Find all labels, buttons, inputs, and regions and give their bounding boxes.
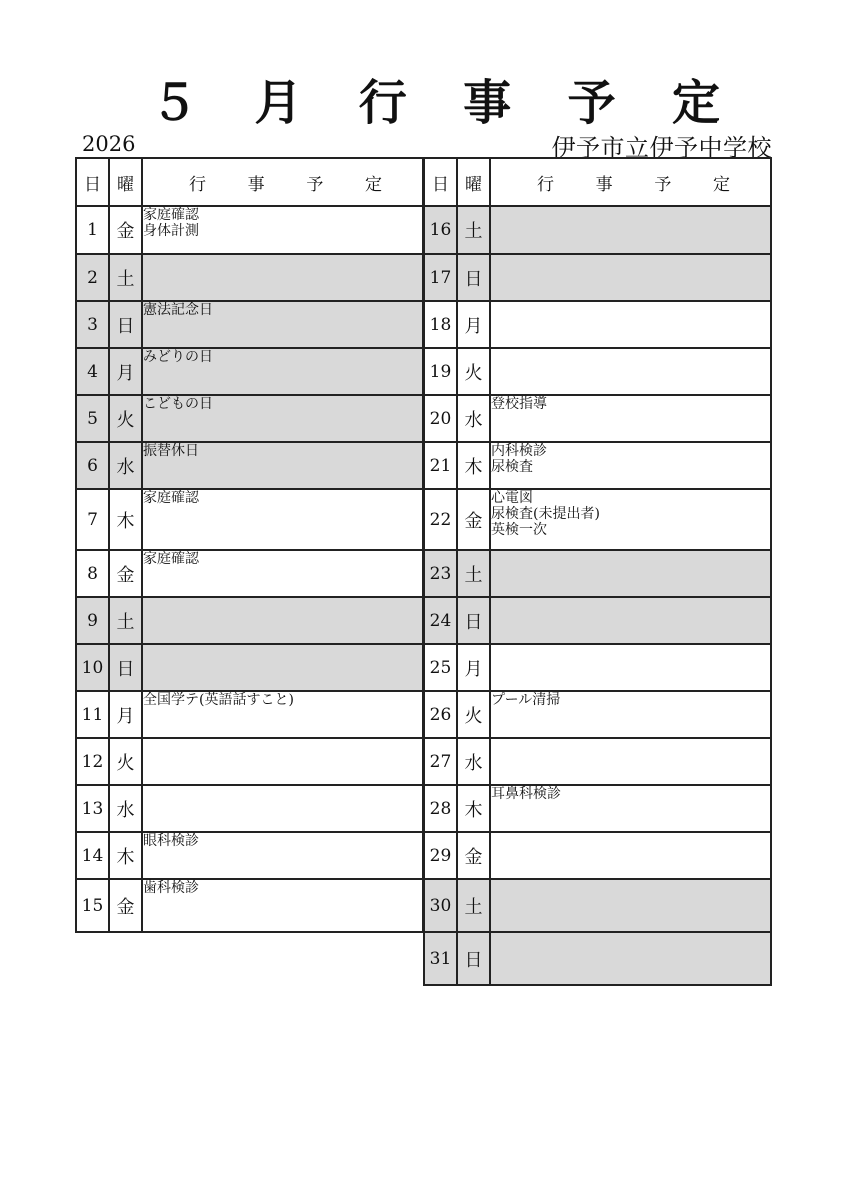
event-line: 眼科検診	[143, 833, 199, 849]
weekday-cell: 水	[109, 442, 142, 489]
weekday-cell: 土	[457, 206, 490, 254]
table-row	[424, 348, 771, 395]
event-line: 耳鼻科検診	[491, 786, 561, 802]
events-cell	[142, 785, 423, 832]
table-row	[424, 442, 771, 489]
events-cell	[142, 550, 423, 597]
table-row	[424, 489, 771, 550]
header-events	[142, 158, 423, 206]
events-cell	[142, 395, 423, 442]
header-events-char: 事	[595, 174, 613, 195]
day-number: 9	[76, 597, 109, 644]
title-char: 定	[671, 75, 720, 131]
weekday-cell: 金	[457, 832, 490, 879]
weekday-cell: 月	[109, 348, 142, 395]
weekday-cell: 土	[457, 550, 490, 597]
event-line: 登校指導	[491, 396, 547, 412]
event-line: みどりの日	[143, 349, 213, 365]
header-events-char: 行	[189, 174, 206, 195]
header-events-char: 予	[654, 174, 672, 195]
table-row	[76, 879, 423, 932]
weekday-cell: 土	[457, 879, 490, 932]
header-weekday: 曜	[457, 158, 490, 206]
table-row	[424, 691, 771, 738]
event-line: 全国学テ(英語話すこと)	[143, 692, 294, 708]
event-line: 身体計測	[143, 223, 199, 239]
day-number: 24	[424, 597, 457, 644]
day-number: 22	[424, 489, 457, 550]
header-weekday: 曜	[109, 158, 142, 206]
events-cell	[490, 644, 771, 691]
weekday-cell: 月	[109, 691, 142, 738]
table-header-row	[76, 158, 423, 206]
weekday-cell: 火	[457, 691, 490, 738]
events-cell	[490, 550, 771, 597]
header-events-char: 定	[712, 174, 730, 195]
day-number: 11	[76, 691, 109, 738]
day-number: 27	[424, 738, 457, 785]
day-number: 10	[76, 644, 109, 691]
events-cell	[490, 597, 771, 644]
weekday-cell: 月	[457, 301, 490, 348]
table-header-row	[424, 158, 771, 206]
events-cell	[142, 738, 423, 785]
table-row	[76, 550, 423, 597]
table-row	[76, 206, 423, 254]
year-label: 2026	[82, 132, 136, 156]
title-char: 月	[254, 75, 303, 131]
title-char: 行	[358, 75, 407, 131]
weekday-cell: 火	[457, 348, 490, 395]
weekday-cell: 日	[457, 597, 490, 644]
day-number: 15	[76, 879, 109, 932]
header-day: 日	[424, 158, 457, 206]
events-cell	[142, 644, 423, 691]
title-char: 予	[567, 75, 616, 131]
events-cell	[490, 254, 771, 301]
table-row	[424, 932, 771, 985]
table-row	[424, 550, 771, 597]
weekday-cell: 水	[109, 785, 142, 832]
event-line: 歯科検診	[143, 880, 199, 896]
event-line: 英検一次	[491, 522, 547, 538]
table-row	[424, 254, 771, 301]
weekday-cell: 金	[457, 489, 490, 550]
day-number: 26	[424, 691, 457, 738]
table-row	[424, 832, 771, 879]
table-row	[76, 738, 423, 785]
events-cell	[490, 879, 771, 932]
weekday-cell: 日	[457, 932, 490, 985]
events-cell	[490, 395, 771, 442]
events-cell	[490, 785, 771, 832]
header-events-char: 行	[537, 174, 554, 195]
event-line: 家庭確認	[143, 207, 199, 223]
events-cell	[490, 489, 771, 550]
table-row	[76, 442, 423, 489]
table-row	[76, 395, 423, 442]
event-line: 憲法記念日	[143, 302, 213, 318]
events-cell	[490, 738, 771, 785]
weekday-cell: 木	[109, 489, 142, 550]
events-cell	[142, 489, 423, 550]
weekday-cell: 火	[109, 738, 142, 785]
weekday-cell: 月	[457, 644, 490, 691]
event-line: プール清掃	[491, 692, 561, 708]
table-row	[76, 489, 423, 550]
table-row	[424, 785, 771, 832]
day-number: 2	[76, 254, 109, 301]
event-line: 家庭確認	[143, 490, 199, 506]
events-cell	[142, 206, 423, 254]
weekday-cell: 土	[109, 254, 142, 301]
table-row	[76, 597, 423, 644]
table-row	[424, 879, 771, 932]
day-number: 14	[76, 832, 109, 879]
table-row	[76, 644, 423, 691]
weekday-cell: 土	[109, 597, 142, 644]
day-number: 31	[424, 932, 457, 985]
events-cell	[490, 691, 771, 738]
header-events-char: 事	[247, 174, 265, 195]
day-number: 4	[76, 348, 109, 395]
day-number: 20	[424, 395, 457, 442]
table-row	[424, 301, 771, 348]
day-number: 16	[424, 206, 457, 254]
day-number: 19	[424, 348, 457, 395]
events-cell	[142, 254, 423, 301]
events-cell	[490, 301, 771, 348]
day-number: 13	[76, 785, 109, 832]
events-cell	[142, 691, 423, 738]
day-number: 1	[76, 206, 109, 254]
table-row	[424, 644, 771, 691]
table-row	[76, 785, 423, 832]
events-cell	[490, 348, 771, 395]
weekday-cell: 木	[457, 785, 490, 832]
table-row	[76, 348, 423, 395]
day-number: 5	[76, 395, 109, 442]
day-number: 17	[424, 254, 457, 301]
day-number: 29	[424, 832, 457, 879]
header-day: 日	[76, 158, 109, 206]
table-row	[76, 691, 423, 738]
schedule-body-right	[424, 206, 771, 985]
event-line: こどもの日	[143, 396, 213, 412]
day-number: 8	[76, 550, 109, 597]
day-number: 23	[424, 550, 457, 597]
table-row	[424, 597, 771, 644]
event-line: 尿検査(未提出者)	[491, 506, 600, 522]
day-number: 12	[76, 738, 109, 785]
table-row	[424, 738, 771, 785]
title-char: ５	[150, 75, 199, 131]
header-events-char: 定	[364, 174, 382, 195]
events-cell	[142, 879, 423, 932]
event-line: 家庭確認	[143, 551, 199, 567]
table-row	[76, 832, 423, 879]
weekday-cell: 金	[109, 206, 142, 254]
table-row	[424, 206, 771, 254]
weekday-cell: 水	[457, 395, 490, 442]
weekday-cell: 火	[109, 395, 142, 442]
day-number: 7	[76, 489, 109, 550]
day-number: 25	[424, 644, 457, 691]
day-number: 21	[424, 442, 457, 489]
events-cell	[142, 832, 423, 879]
page-title	[150, 72, 720, 134]
day-number: 18	[424, 301, 457, 348]
event-line: 内科検診	[491, 443, 547, 459]
weekday-cell: 日	[457, 254, 490, 301]
event-line: 尿検査	[491, 459, 533, 475]
school-name: 伊予市立伊予中学校	[551, 134, 772, 162]
schedule-table-left	[75, 157, 424, 933]
weekday-cell: 金	[109, 879, 142, 932]
title-char: 事	[463, 75, 512, 131]
schedule-table-right	[423, 157, 772, 986]
events-cell	[142, 348, 423, 395]
day-number: 6	[76, 442, 109, 489]
header-events	[490, 158, 771, 206]
weekday-cell: 水	[457, 738, 490, 785]
schedule-body-left	[76, 206, 423, 932]
table-row	[76, 301, 423, 348]
day-number: 30	[424, 879, 457, 932]
weekday-cell: 日	[109, 301, 142, 348]
events-cell	[490, 832, 771, 879]
events-cell	[490, 932, 771, 985]
events-cell	[490, 442, 771, 489]
events-cell	[142, 301, 423, 348]
table-row	[424, 395, 771, 442]
table-row	[76, 254, 423, 301]
event-line: 振替休日	[143, 443, 199, 459]
events-cell	[490, 206, 771, 254]
events-cell	[142, 597, 423, 644]
events-cell	[142, 442, 423, 489]
day-number: 3	[76, 301, 109, 348]
weekday-cell: 金	[109, 550, 142, 597]
header-events-char: 予	[306, 174, 324, 195]
weekday-cell: 木	[457, 442, 490, 489]
weekday-cell: 木	[109, 832, 142, 879]
weekday-cell: 日	[109, 644, 142, 691]
event-line: 心電図	[491, 490, 533, 506]
day-number: 28	[424, 785, 457, 832]
